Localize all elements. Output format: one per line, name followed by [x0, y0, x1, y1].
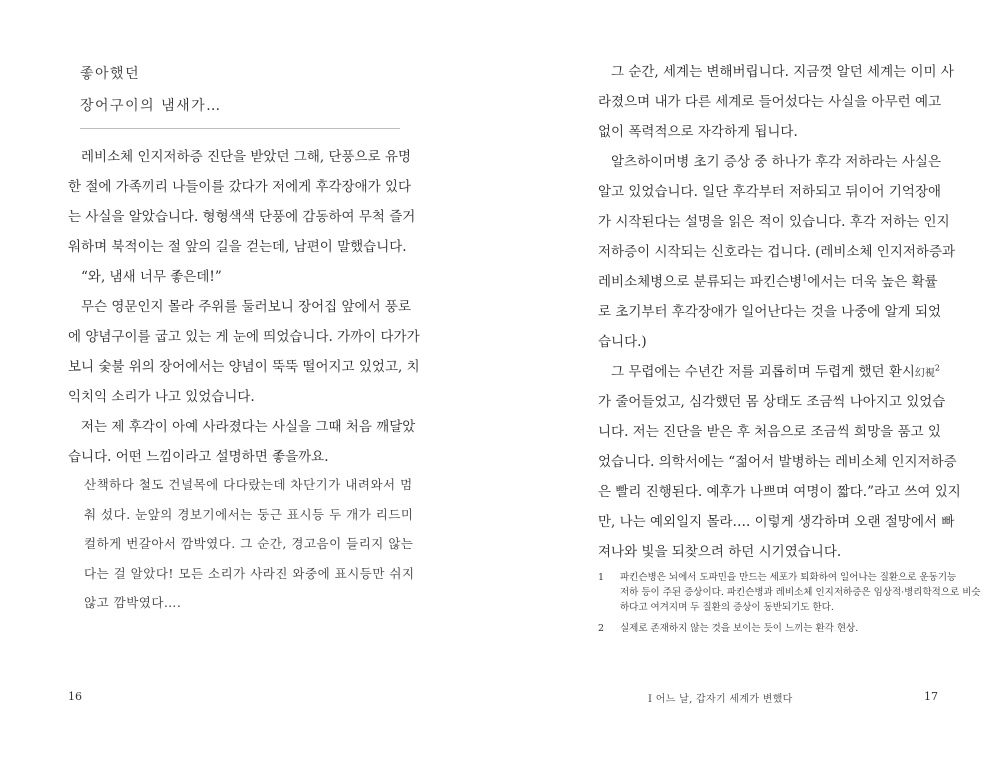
line-text: 가 줄어들었고, 심각했던 몸 상태도 조금씩 나아지고 있었습 — [598, 394, 946, 410]
line-text: 한 절에 가족끼리 나들이를 갔다가 저에게 후각장애가 있다 — [68, 179, 412, 195]
left-body-text — [68, 142, 420, 472]
line-text: 는 사실을 알았습니다. 형형색색 단풍에 감동하여 무척 즐거 — [68, 209, 416, 225]
text-line — [68, 382, 400, 412]
text-line — [598, 177, 942, 207]
line-text: 알고 있었습니다. 일단 후각부터 저하되고 뒤이어 기억장애 — [598, 184, 942, 200]
poem-line: 좋아했던 — [80, 66, 141, 82]
line-text: 춰 섰다. 눈앞의 경보기에서는 둥근 표시등 두 개가 리드미 — [84, 506, 414, 522]
text-line — [68, 172, 412, 202]
line-text: 로 초기부터 후각장애가 일어난다는 것을 나중에 알게 되었 — [598, 304, 942, 320]
text-line — [598, 207, 950, 237]
line-text: 가 시작된다는 설명을 읽은 적이 있습니다. 후각 저하는 인지 — [598, 214, 950, 230]
text-line — [598, 537, 933, 567]
footnote-line: 저하 등이 주된 증상이다. 파킨슨병과 레비소체 인지저하증은 임상적·병리학적으로 비슷 — [620, 587, 981, 598]
line-text: 없이 폭력적으로 자각하게 됩니다. — [598, 124, 798, 140]
footnote — [598, 621, 938, 636]
line-text: 않고 깜박였다…. — [84, 595, 182, 610]
line-text: 레비소체 인지저하증 진단을 받았던 그해, 단풍으로 유명 — [81, 149, 411, 165]
footnote-marker: 1 — [802, 273, 808, 283]
text-line — [68, 142, 411, 172]
text-line — [68, 262, 400, 292]
text-line — [598, 477, 961, 507]
text-line — [598, 417, 941, 447]
text-line — [84, 529, 414, 559]
line-text: 레비소체병으로 분류되는 파킨슨병 — [598, 274, 803, 290]
text-line — [598, 357, 940, 387]
line-text: 은 빨리 진행된다. 예후가 나쁘며 여명이 짧다.”라고 쓰여 있지 — [598, 484, 961, 500]
footnotes — [598, 570, 981, 642]
line-text: 워하며 북적이는 절 앞의 길을 걷는데, 남편이 말했습니다. — [68, 239, 407, 255]
page-number-left: 16 — [68, 690, 82, 703]
text-line — [68, 442, 400, 472]
text-line — [598, 387, 946, 417]
text-line — [84, 559, 415, 589]
text-line — [598, 297, 942, 327]
line-text: 라졌으며 내가 다른 세계로 들어섰다는 사실을 아무런 예고 — [598, 94, 942, 110]
running-head: I 어느 날, 갑자기 세계가 변했다 — [648, 694, 793, 705]
footnote-line: 파킨슨병은 뇌에서 도파민을 만드는 세포가 퇴화하여 일어나는 질환으로 운동기능 — [620, 572, 957, 583]
right-body-text — [598, 57, 961, 567]
line-text: 져나와 빛을 되찾으려 하던 시기였습니다. — [598, 544, 842, 560]
line-text: “와, 냄새 너무 좋은데!” — [81, 269, 222, 285]
section-divider — [80, 128, 400, 129]
footnote — [598, 570, 981, 615]
text-line — [68, 292, 411, 322]
footnote-line: 실제로 존재하지 않는 것을 보이는 듯이 느끼는 환각 현상. — [620, 623, 859, 634]
text-line — [598, 87, 942, 117]
text-line — [84, 500, 414, 530]
line-text: 그 무렵에는 수년간 저를 괴롭히며 두렵게 했던 환시 — [611, 364, 915, 380]
text-line — [598, 327, 933, 357]
line-text: 보니 숯불 위의 장어에서는 양념이 뚝뚝 떨어지고 있었고, 치 — [68, 359, 420, 375]
line-text: 저는 제 후각이 아예 사라졌다는 사실을 그때 처음 깨달았 — [81, 419, 416, 435]
footnote-number: 2 — [598, 623, 605, 634]
line-text: 에 양념구이를 굽고 있는 게 눈에 띄었습니다. 가까이 다가가 — [68, 329, 420, 345]
text-line — [598, 447, 957, 477]
line-text: 알츠하이머병 초기 증상 중 하나가 후각 저하라는 사실은 — [611, 154, 941, 170]
line-text: 저하증이 시작되는 신호라는 겁니다. (레비소체 인지저하증과 — [598, 244, 956, 260]
footnote-line: 하다고 여겨지며 두 질환의 증상이 동반되기도 한다. — [620, 602, 834, 613]
footnote-marker: 2 — [934, 363, 940, 373]
text-line — [598, 147, 941, 177]
line-text: 다는 걸 알았다! 모든 소리가 사라진 와중에 표시등만 쉬지 — [84, 565, 415, 581]
line-text: 니다. 저는 진단을 받은 후 처음으로 조금씩 희망을 품고 있 — [598, 424, 941, 440]
text-line — [68, 202, 416, 232]
footnote-number: 1 — [598, 572, 605, 583]
text-line — [84, 588, 402, 618]
text-line — [68, 232, 407, 262]
poem-line: 장어구이의 냄새가… — [80, 98, 222, 114]
line-text: 었습니다. 의학서에는 “젊어서 발병하는 레비소체 인지저하증 — [598, 454, 957, 470]
line-text: 무슨 영문인지 몰라 주위를 둘러보니 장어집 앞에서 풍로 — [81, 299, 411, 315]
hanja-gloss: 幻視 — [914, 368, 935, 379]
text-line — [598, 237, 956, 267]
line-text: 산책하다 철도 건널목에 다다랐는데 차단기가 내려와서 멈 — [84, 477, 413, 492]
line-text: 습니다.) — [598, 334, 647, 350]
line-text: 익치익 소리가 나고 있었습니다. — [68, 389, 255, 405]
line-text: 그 순간, 세계는 변해버립니다. 지금껏 알던 세계는 이미 사 — [611, 64, 954, 80]
text-line — [598, 507, 955, 537]
text-line — [84, 470, 413, 500]
line-text: 만, 나는 예외일지 몰라…. 이렇게 생각하며 오랜 절망에서 빠 — [598, 514, 955, 530]
text-line — [68, 322, 420, 352]
line-text-after: 에서는 더욱 높은 확률 — [807, 274, 938, 290]
text-line — [598, 117, 933, 147]
page-number-right: 17 — [924, 690, 938, 703]
line-text: 습니다. 어떤 느낌이라고 설명하면 좋을까요. — [68, 449, 329, 465]
text-line — [68, 412, 416, 442]
excerpt-block — [84, 470, 415, 618]
text-line — [598, 57, 954, 87]
poem-epigraph — [80, 58, 400, 122]
text-line — [68, 352, 420, 382]
line-text: 컬하게 번갈아서 깜박였다. 그 순간, 경고음이 들리지 않는 — [84, 536, 414, 551]
text-line — [598, 267, 938, 297]
